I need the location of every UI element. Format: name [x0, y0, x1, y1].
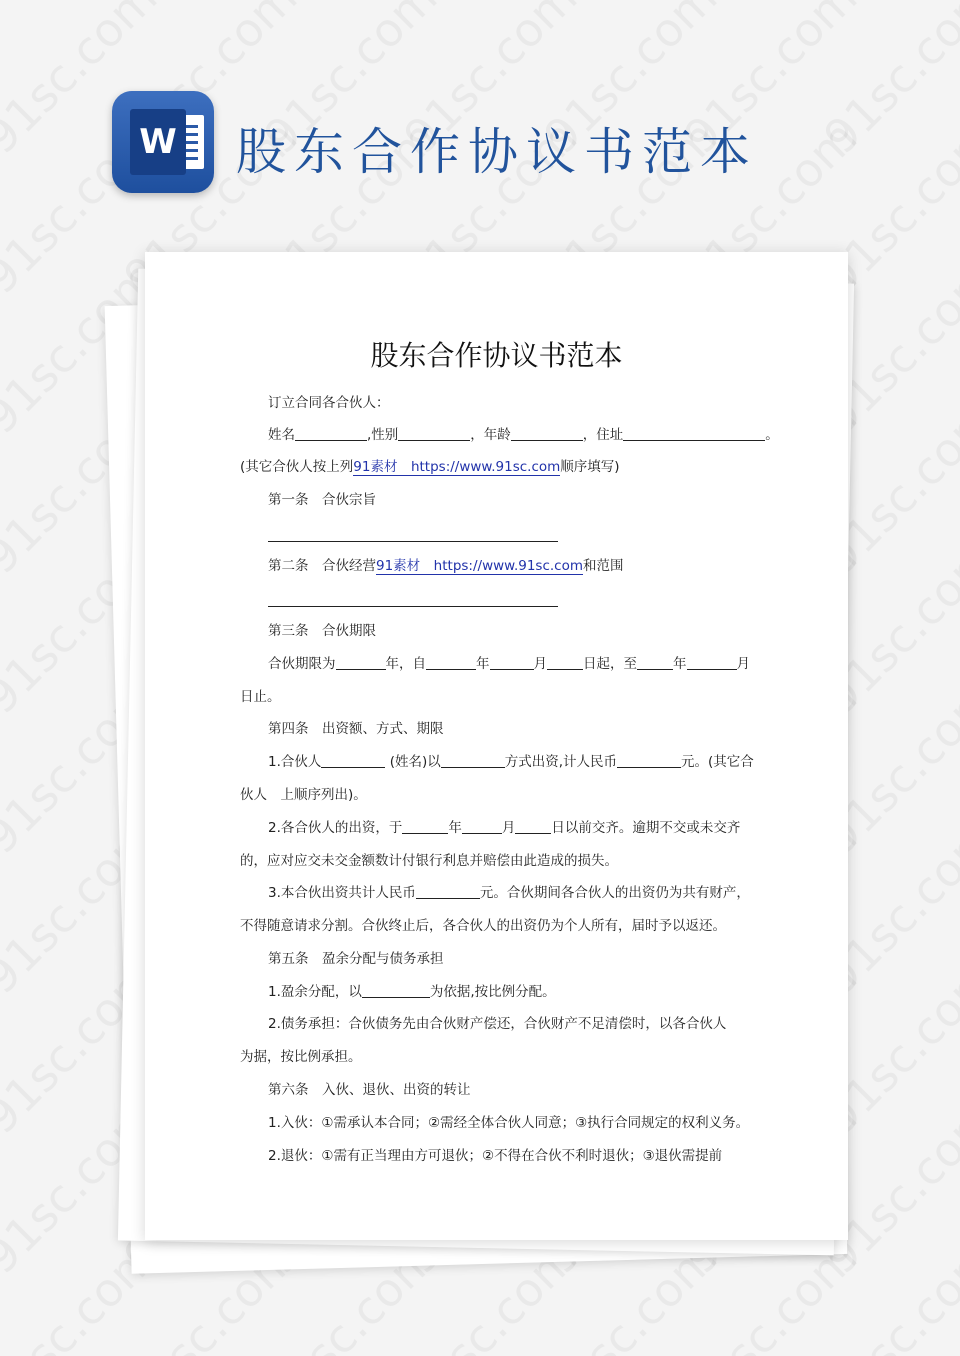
doc-line: 3.本合伙出资共计人民币 元。合伙期间各合伙人的出资仍为共有财产， [268, 885, 750, 901]
doc-line: 伙人 上顺序列出)。 [240, 787, 367, 803]
word-icon-letter: W [130, 109, 186, 175]
section-heading: 第一条 合伙宗旨 [268, 492, 376, 508]
doc-line: 为据，按比例承担。 [240, 1049, 362, 1065]
doc-line: 1.入伙：①需承认本合同；②需经全体合伙人同意；③执行合同规定的权利义务。 [268, 1115, 750, 1131]
doc-line: 合伙期限为 年，自 年 月 日起，至 年 月 [268, 656, 750, 672]
fill-in-line [268, 606, 558, 607]
doc-line: 2.各合伙人的出资，于 年 月 日以前交齐。逾期不交或未交齐 [268, 820, 741, 836]
fill-in-line [268, 541, 558, 542]
word-document-icon [112, 91, 214, 193]
section-heading: 第五条 盈余分配与债务承担 [268, 951, 444, 967]
doc-line: 订立合同各合伙人： [268, 395, 390, 411]
doc-link[interactable]: 91素材 https://www.91sc.com [376, 558, 584, 574]
section-heading: 第二条 合伙经营91素材 https://www.91sc.com和范围 [268, 558, 624, 574]
doc-line: 1.盈余分配，以 为依据,按比例分配。 [268, 984, 556, 1000]
doc-line: 不得随意请求分割。合伙终止后，各合伙人的出资仍为个人所有，届时予以返还。 [240, 918, 726, 934]
doc-line: 日止。 [240, 689, 281, 705]
header-title: 股东合作协议书范本 [236, 123, 758, 181]
section-heading: 第四条 出资额、方式、期限 [268, 721, 444, 737]
doc-line: 1.合伙人 (姓名)以 方式出资,计人民币 元。(其它合 [268, 754, 754, 770]
section-heading: 第六条 入伙、退伙、出资的转让 [268, 1082, 471, 1098]
doc-line: 姓名 ,性别 ，年龄 ，住址 。 [268, 427, 779, 443]
doc-line: 2.债务承担：合伙债务先由合伙财产偿还，合伙财产不足清偿时，以各合伙人 [268, 1016, 727, 1032]
doc-link[interactable]: 91素材 https://www.91sc.com [353, 459, 561, 475]
doc-line: 2.退伙：①需有正当理由方可退伙；②不得在合伙不利时退伙；③退伙需提前 [268, 1148, 723, 1164]
doc-line: 的，应对应交未交金额数计付银行利息并赔偿由此造成的损失。 [240, 853, 618, 869]
document-page [145, 252, 848, 1240]
section-heading: 第三条 合伙期限 [268, 623, 376, 639]
document-title: 股东合作协议书范本 [370, 339, 623, 372]
watermark-text [813, 0, 960, 164]
doc-line: (其它合伙人按上列91素材 https://www.91sc.com顺序填写) [240, 459, 620, 475]
